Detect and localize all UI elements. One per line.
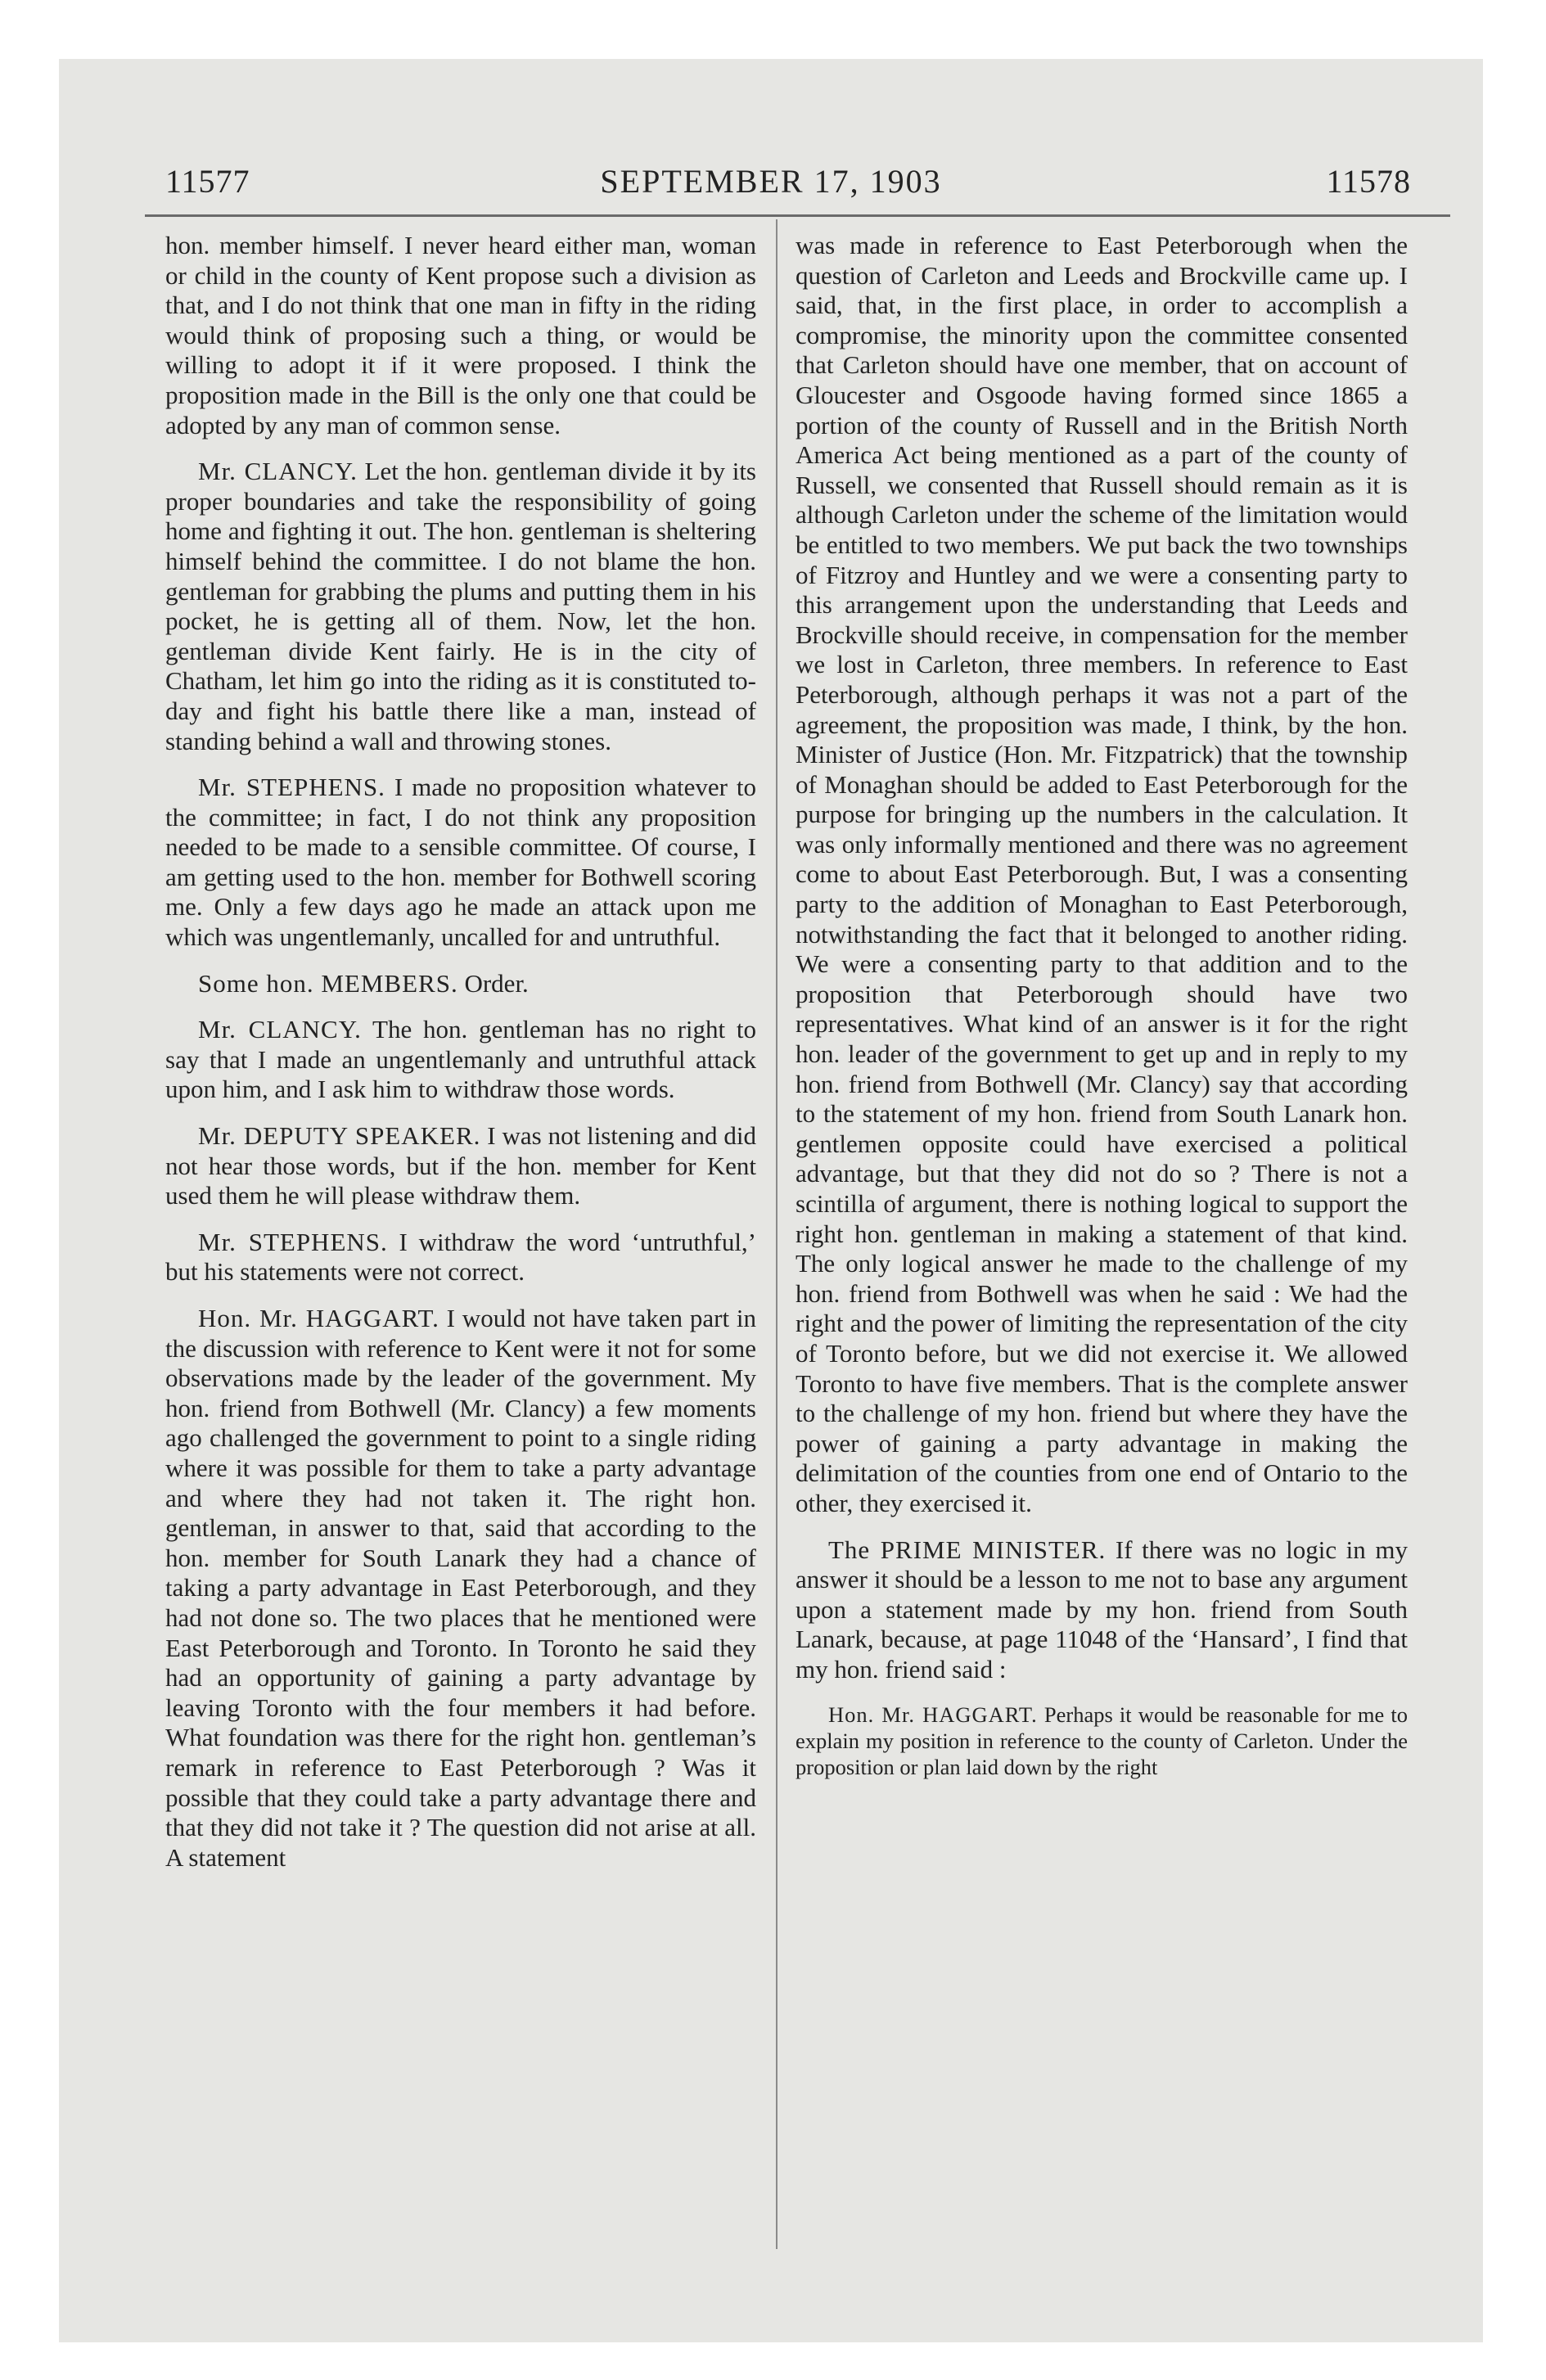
speaker-name: Mr. DEPUTY SPEAKER. xyxy=(198,1121,481,1151)
page-number-right: 11578 xyxy=(1326,163,1411,200)
paragraph xyxy=(165,1228,756,1287)
newspaper-page xyxy=(59,59,1483,2342)
page-header xyxy=(59,59,1483,202)
speech-text: Order. xyxy=(457,968,529,998)
paragraph xyxy=(165,1304,756,1873)
column-divider xyxy=(776,219,778,2249)
speaker-name: Mr. STEPHENS. xyxy=(198,773,385,802)
quoted-passage xyxy=(796,1702,1408,1780)
speaker-name: Mr. CLANCY. xyxy=(198,1015,362,1044)
paragraph xyxy=(796,1535,1408,1685)
paragraph xyxy=(165,457,756,756)
speech-text: I withdraw the word ‘untruthful,’ but his statements were not correct. xyxy=(165,1227,757,1287)
left-column xyxy=(165,231,756,1889)
page-date: SEPTEMBER 17, 1903 xyxy=(600,163,942,200)
speech-text: I was not listening and did not hear those words, but if the hon. member for Kent used them he will please withdraw them. xyxy=(165,1121,757,1210)
speech-text: The hon. gentleman has no right to say that I made an ungentlemanly and untruthful attack upon him, and I ask him to withdraw those words. xyxy=(165,1015,756,1104)
paragraph: hon. member himself. I never heard either man, woman or child in the county of Kent propose such a division as that, and I do not think that one man in fifty in the riding would think of proposing such a thing, or would be willing to adopt it if it were proposed. I think the proposition made in the Bill is the only one that could be adopted by any man of common sense. xyxy=(165,231,756,439)
speech-text: I made no proposition whatever to the committee; in fact, I do not think any proposition needed to be made to a sensible committee. Of course, I am getting used to the hon. member for Bothwell scoring me. Only a few days ago he made an attack upon me which was ungentlemanly, uncalled for and untruthful. xyxy=(165,773,756,952)
speech-text: I would not have taken part in the discussion with reference to Kent were it not for some observations made by the leader of the government. My hon. friend from Bothwell (Mr. Clancy) a few moments ago challenged the government to point to a single riding where it was possible for them to take a party advantage and where they had not taken it. The right hon. gentleman, in answer to that, said that according to the hon. member for South Lanark they had a chance of taking a party advantage in East Peterborough, and they had not done so. The two places that he mentioned were East Peterborough and Toronto. In Toronto he said they had an opportunity of gaining a party advantage by leaving Toronto with the four members it had before. What foundation was there for the right hon. gentleman’s remark in reference to East Peterborough ? Was it possible that they could take a party advantage there and that they did not take it ? The question did not arise at all. A statement xyxy=(165,1304,756,1872)
header-rule xyxy=(145,214,1450,217)
speech-text: If there was no logic in my answer it should be a lesson to me not to base any argument upon a statement made by my hon. friend from South Lanark, because, at page 11048 of the ‘Hansard’, I find that my hon. friend said : xyxy=(796,1535,1408,1684)
paragraph xyxy=(165,1015,756,1105)
speaker-name: Mr. STEPHENS. xyxy=(198,1227,388,1256)
speaker-name: Mr. CLANCY. xyxy=(198,457,358,486)
quote-text: Perhaps it would be reasonable for me to explain my position in reference to the county of Carleton. Under the proposition or plan laid down by the right xyxy=(796,1702,1408,1779)
page-number-left: 11577 xyxy=(165,163,250,200)
speaker-name: Hon. Mr. HAGGART. xyxy=(198,1304,439,1332)
paragraph xyxy=(165,1121,756,1211)
speaker-name: Some hon. MEMBERS. xyxy=(198,968,458,998)
right-column xyxy=(796,231,1408,1796)
paragraph xyxy=(165,969,756,999)
speaker-name: Hon. Mr. HAGGART. xyxy=(828,1702,1038,1727)
speech-text: Let the hon. gentleman divide it by its proper boundaries and take the responsibility of going home and fighting it out. The hon. gentleman is sheltering himself behind the committee. I do not blame the hon. gentleman for grabbing the plums and putting them in his pocket, he is getting all of them. Now, let the hon. gentleman divide Kent fairly. He is in the city of Chatham, let him go into the riding as it is constituted to-day and fight his battle there like a man, instead of standing behind a wall and throwing stones. xyxy=(165,457,757,755)
paragraph xyxy=(165,773,756,953)
paragraph: was made in reference to East Peterborough when the question of Carleton and Leeds and Brockville came up. I said, that, in the first place, in order to accomplish a compromise, the minority upon the committee consented that Carleton should have one member, that on account of Gloucester and Osgoode having formed since 1865 a portion of the county of Russell and in the British North America Act being mentioned as a part of the county of Russell, we consented that Russell should remain as it is although Carleton under the scheme of the limitation would be entitled to two members. We put back the two townships of Fitzroy and Huntley and we were a consenting party to this arrangement upon the understanding that Leeds and Brockville should receive, in compensation for the member we lost in Carleton, three members. In reference to East Peterborough, although perhaps it was not a part of the agreement, the proposition was made, I think, by the hon. Minister of Justice (Hon. Mr. Fitzpatrick) that the township of Monaghan should be added to East Peterborough for the purpose for bringing up the numbers in the calculation. It was only informally mentioned and there was no agreement come to about East Peterborough. But, I was a consenting party to the addition of Monaghan to East Peterborough, notwithstanding the fact that it belonged to another riding. We were a consenting party to that addition and to the proposition that Peterborough should have two representatives. What kind of an answer is it for the right hon. leader of the government to get up and in reply to my hon. friend from Bothwell (Mr. Clancy) say that according to the statement of my hon. friend from South Lanark hon. gentlemen opposite could have exercised a political advantage, but that they did not do so ? There is not a scintilla of argument, there is nothing logical to support the right hon. gentleman in making a statement of that kind. The only logical answer he made to the challenge of my hon. friend from Bothwell was when he said : We had the right and the power of limiting the representation of the city of Toronto before, but we did not exercise it. We allowed Toronto to have five members. That is the complete answer to the challenge of my hon. friend but where they have the power of gaining a party advantage in making the delimitation of the counties from one end of Ontario to the other, they exercised it. xyxy=(796,231,1408,1517)
speaker-name: The PRIME MINISTER. xyxy=(828,1535,1107,1564)
